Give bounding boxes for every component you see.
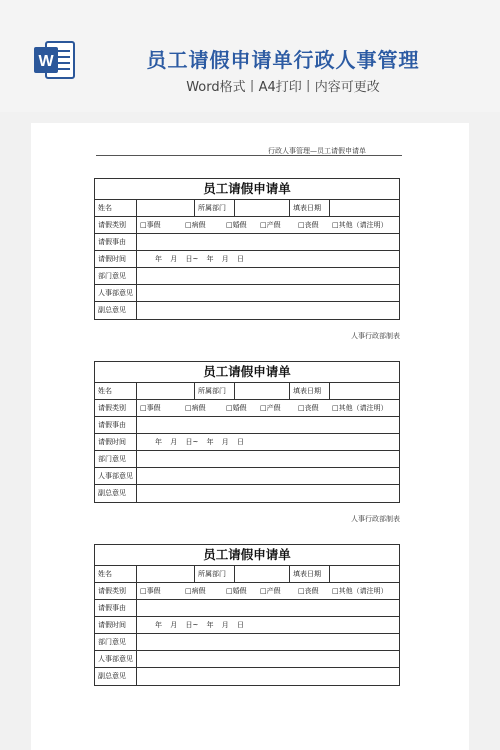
- form-footer: 人事行政部制表: [351, 332, 400, 340]
- time-label: 请假时间: [95, 251, 137, 267]
- checkbox-marriage-leave[interactable]: □婚假: [226, 221, 247, 229]
- checkbox-other-leave[interactable]: □其他（请注明）: [332, 404, 388, 412]
- date-label: 填表日期: [290, 383, 330, 399]
- gm-opinion-row: [95, 485, 399, 502]
- form-title: 员工请假申请单: [95, 545, 399, 566]
- type-label: 请假类别: [95, 583, 137, 599]
- checkbox-sick-leave[interactable]: □病假: [185, 404, 206, 412]
- dept-opinion-field[interactable]: [137, 268, 399, 284]
- type-label: 请假类别: [95, 400, 137, 416]
- dept-label: 所属部门: [195, 383, 235, 399]
- type-row: [95, 583, 399, 600]
- hr-opinion-label: 人事部意见: [95, 651, 137, 667]
- reason-label: 请假事由: [95, 600, 137, 616]
- date-label: 填表日期: [290, 566, 330, 582]
- dept-opinion-label: 部门意见: [95, 634, 137, 650]
- checkbox-maternity-leave[interactable]: □产假: [260, 587, 281, 595]
- time-row: [95, 617, 399, 634]
- leave-form-1: [94, 178, 400, 320]
- dept-field[interactable]: [235, 200, 290, 216]
- checkbox-sick-leave[interactable]: □病假: [185, 587, 206, 595]
- type-row: [95, 400, 399, 417]
- name-field[interactable]: [137, 383, 195, 399]
- dept-opinion-row: [95, 268, 399, 285]
- reason-field[interactable]: [137, 600, 399, 616]
- checkbox-marriage-leave[interactable]: □婚假: [226, 404, 247, 412]
- word-icon: [32, 40, 76, 80]
- time-label: 请假时间: [95, 434, 137, 450]
- date-field[interactable]: [330, 383, 399, 399]
- name-field[interactable]: [137, 566, 195, 582]
- checkbox-marriage-leave[interactable]: □婚假: [226, 587, 247, 595]
- date-label: 填表日期: [290, 200, 330, 216]
- date-field[interactable]: [330, 200, 399, 216]
- type-label: 请假类别: [95, 217, 137, 233]
- hr-opinion-label: 人事部意见: [95, 285, 137, 301]
- dept-label: 所属部门: [195, 566, 235, 582]
- reason-row: [95, 600, 399, 617]
- gm-opinion-label: 副总意见: [95, 668, 137, 685]
- checkbox-personal-leave[interactable]: □事假: [140, 587, 161, 595]
- checkbox-personal-leave[interactable]: □事假: [140, 404, 161, 412]
- banner: [0, 0, 500, 112]
- svg-text:W: W: [38, 53, 54, 70]
- reason-field[interactable]: [137, 234, 399, 250]
- time-row: [95, 434, 399, 451]
- name-row: [95, 200, 399, 217]
- checkbox-maternity-leave[interactable]: □产假: [260, 221, 281, 229]
- dept-opinion-label: 部门意见: [95, 268, 137, 284]
- header-divider: [96, 155, 402, 156]
- hr-opinion-field[interactable]: [137, 285, 399, 301]
- time-row: [95, 251, 399, 268]
- leave-form-2: [94, 361, 400, 503]
- name-label: 姓名: [95, 383, 137, 399]
- checkbox-other-leave[interactable]: □其他（请注明）: [332, 587, 388, 595]
- time-field[interactable]: 年 月 日~ 年 月 日: [155, 255, 244, 263]
- name-label: 姓名: [95, 566, 137, 582]
- dept-opinion-row: [95, 634, 399, 651]
- date-field[interactable]: [330, 566, 399, 582]
- reason-label: 请假事由: [95, 234, 137, 250]
- gm-opinion-row: [95, 302, 399, 319]
- name-row: [95, 383, 399, 400]
- checkbox-other-leave[interactable]: □其他（请注明）: [332, 221, 388, 229]
- checkbox-bereavement-leave[interactable]: □丧假: [298, 587, 319, 595]
- page-subtitle: Word格式丨A4打印丨内容可更改: [186, 80, 380, 95]
- dept-opinion-label: 部门意见: [95, 451, 137, 467]
- page-title: 员工请假申请单行政人事管理: [146, 48, 420, 72]
- time-field[interactable]: 年 月 日~ 年 月 日: [155, 438, 244, 446]
- leave-form-3: [94, 544, 400, 686]
- name-field[interactable]: [137, 200, 195, 216]
- document-header: 行政人事管理—员工请假申请单: [268, 147, 366, 155]
- time-field[interactable]: 年 月 日~ 年 月 日: [155, 621, 244, 629]
- hr-opinion-field[interactable]: [137, 468, 399, 484]
- checkbox-bereavement-leave[interactable]: □丧假: [298, 221, 319, 229]
- reason-label: 请假事由: [95, 417, 137, 433]
- reason-row: [95, 417, 399, 434]
- gm-opinion-field[interactable]: [137, 302, 399, 319]
- form-footer: 人事行政部制表: [351, 515, 400, 523]
- checkbox-personal-leave[interactable]: □事假: [140, 221, 161, 229]
- dept-opinion-row: [95, 451, 399, 468]
- checkbox-sick-leave[interactable]: □病假: [185, 221, 206, 229]
- hr-opinion-field[interactable]: [137, 651, 399, 667]
- gm-opinion-row: [95, 668, 399, 685]
- name-label: 姓名: [95, 200, 137, 216]
- reason-row: [95, 234, 399, 251]
- checkbox-bereavement-leave[interactable]: □丧假: [298, 404, 319, 412]
- name-row: [95, 566, 399, 583]
- type-options: [137, 400, 399, 416]
- type-options: [137, 583, 399, 599]
- dept-field[interactable]: [235, 383, 290, 399]
- dept-label: 所属部门: [195, 200, 235, 216]
- form-title: 员工请假申请单: [95, 362, 399, 383]
- hr-opinion-row: [95, 468, 399, 485]
- hr-opinion-row: [95, 651, 399, 668]
- dept-field[interactable]: [235, 566, 290, 582]
- gm-opinion-label: 副总意见: [95, 485, 137, 502]
- gm-opinion-label: 副总意见: [95, 302, 137, 319]
- type-options: [137, 217, 399, 233]
- hr-opinion-label: 人事部意见: [95, 468, 137, 484]
- reason-field[interactable]: [137, 417, 399, 433]
- dept-opinion-field[interactable]: [137, 634, 399, 650]
- checkbox-maternity-leave[interactable]: □产假: [260, 404, 281, 412]
- time-label: 请假时间: [95, 617, 137, 633]
- hr-opinion-row: [95, 285, 399, 302]
- gm-opinion-field[interactable]: [137, 668, 399, 685]
- dept-opinion-field[interactable]: [137, 451, 399, 467]
- gm-opinion-field[interactable]: [137, 485, 399, 502]
- form-title: 员工请假申请单: [95, 179, 399, 200]
- type-row: [95, 217, 399, 234]
